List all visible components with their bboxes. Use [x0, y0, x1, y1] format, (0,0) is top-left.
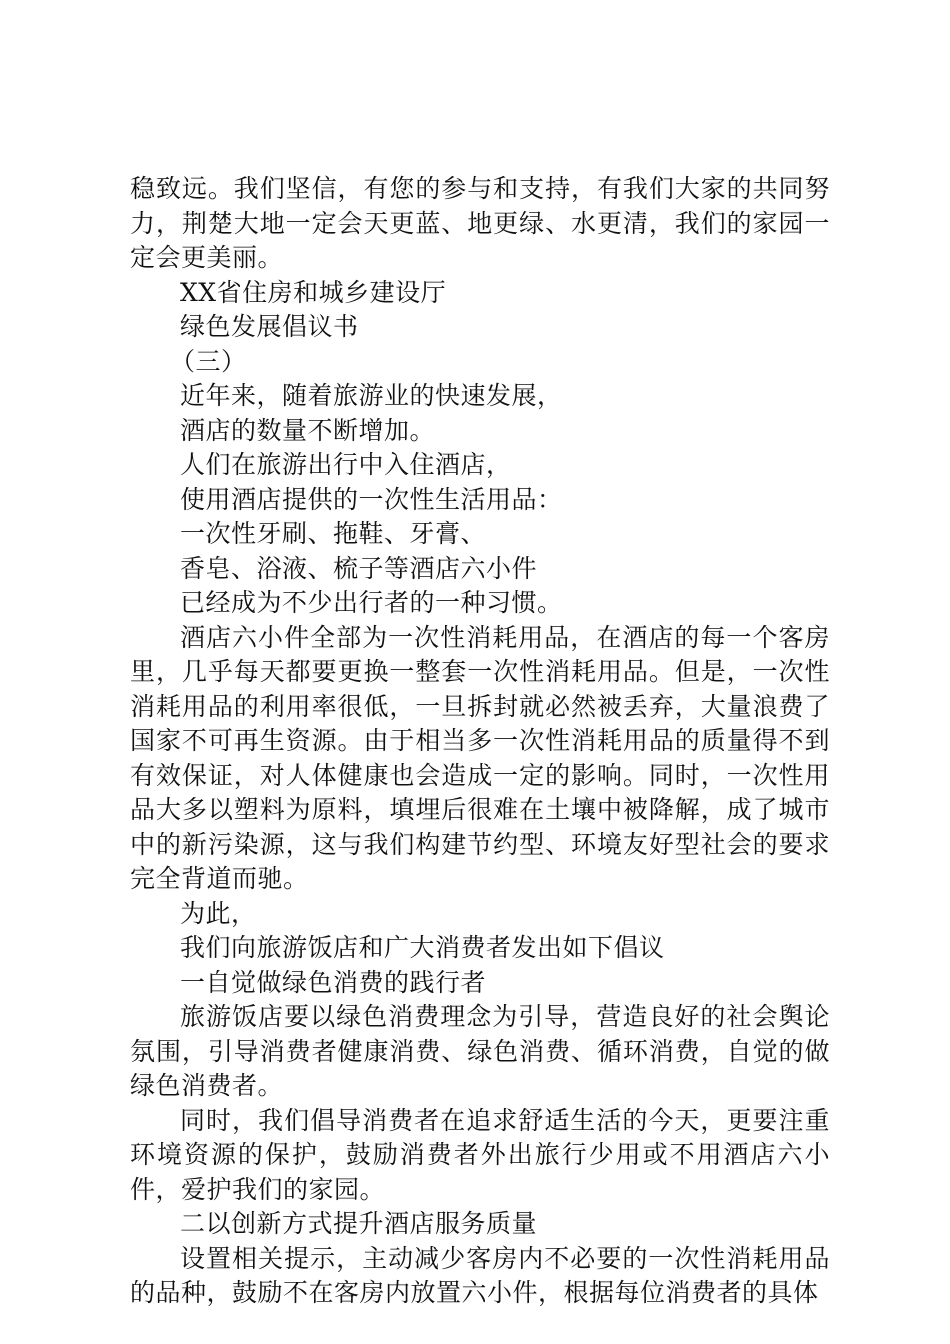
text-line: 已经成为不少出行者的一种习惯。	[180, 588, 563, 617]
document-heading: 绿色发展倡议书	[180, 312, 359, 341]
section-number: （三）	[170, 346, 247, 376]
subheading: 一自觉做绿色消费的践行者	[180, 967, 487, 997]
text-line: 酒店的数量不断增加。	[180, 415, 436, 445]
signature-organization: XX省住房和城乡建设厅	[180, 277, 447, 307]
text-line: 近年来，随着旅游业的快速发展，	[180, 381, 563, 410]
paragraph-body: 设置相关提示，主动减少客房内不必要的一次性消耗用品的品种，鼓励不在客房内放置六小件，根据每位消费者的具体	[130, 1243, 830, 1307]
paragraph-closing-text: 稳致远。我们坚信，有您的参与和支持，有我们大家的共同努力，荆楚大地一定会天更蓝、地更绿、水更清，我们的家园一定会更美丽。	[130, 174, 830, 272]
text-line: 为此，	[180, 898, 257, 928]
text-line: 使用酒店提供的一次性生活用品：	[180, 484, 563, 514]
subheading: 二以创新方式提升酒店服务质量	[180, 1209, 538, 1238]
text-line: 香皂、浴液、梳子等酒店六小件	[180, 553, 538, 583]
text-line: 一次性牙刷、拖鞋、牙膏、	[180, 519, 487, 548]
paragraph-body: 酒店六小件全部为一次性消耗用品，在酒店的每一个客房里，几乎每天都要更换一整套一次性消耗用品。但是，一次性消耗用品的利用率很低，一旦拆封就必然被丢弃，大量浪费了国家不可再生资源。由于相当多一次性消耗用品的质量得不到有效保证，对人体健康也会造成一定的影响。同时，一次性用品大多以塑料为原料，填埋后很难在土壤中被降解，成了城市中的新污染源，这与我们构建节约型、环境友好型社会的要求完全背道而驰。	[130, 622, 830, 893]
paragraph-body: 旅游饭店要以绿色消费理念为引导，营造良好的社会舆论氛围，引导消费者健康消费、绿色消费、循环消费，自觉的做绿色消费者。	[130, 1002, 830, 1100]
paragraph-body: 同时，我们倡导消费者在追求舒适生活的今天，更要注重环境资源的保护，鼓励消费者外出旅行少用或不用酒店六小件，爱护我们的家园。	[130, 1105, 830, 1204]
document-body	[130, 172, 830, 1311]
text-line: 我们向旅游饭店和广大消费者发出如下倡议	[180, 933, 665, 962]
text-line: 人们在旅游出行中入住酒店，	[180, 450, 512, 479]
